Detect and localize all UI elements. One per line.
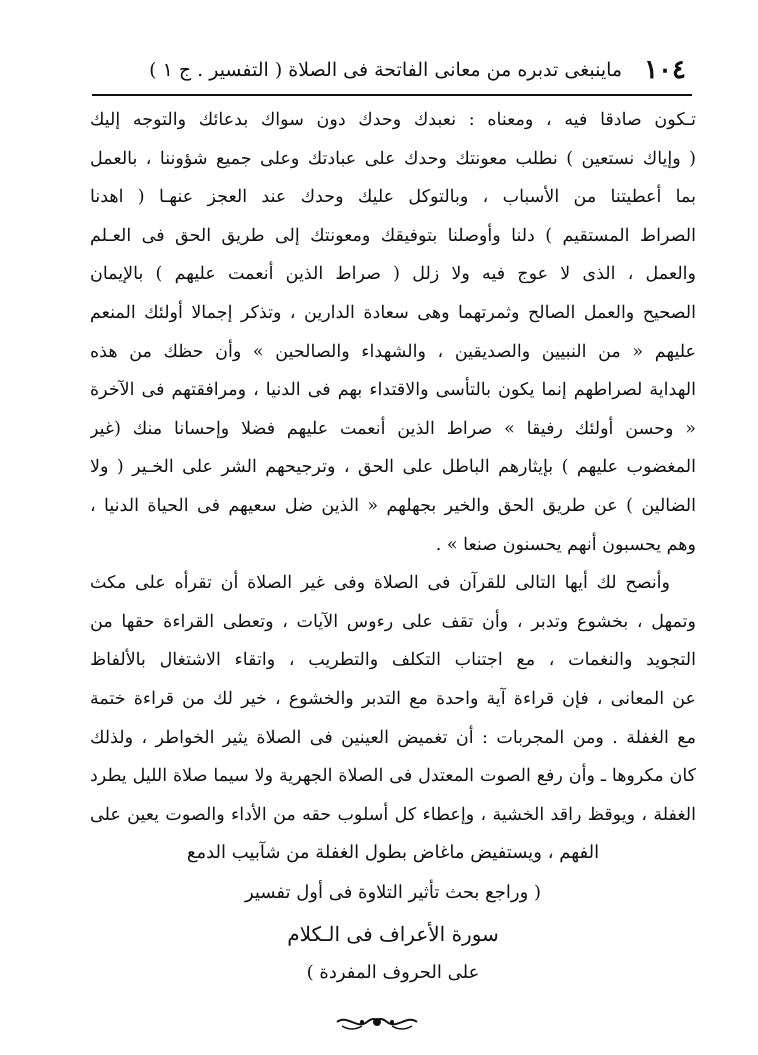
text-line: « وحسن أولئك رفيقا » صراط الذين أنعمت عليهم فضلا وإحسانا منك (غير bbox=[90, 418, 696, 439]
running-title: ماينبغى تدبره من معانى الفاتحة فى الصلاة ( التفسير . ج ١ ) bbox=[149, 59, 623, 81]
text-line: الغفلة ، ويوقظ راقد الخشية ، وإعطاء كل أسلوب حقه من الأداء والصوت يعين على bbox=[90, 804, 696, 825]
end-ornament-icon bbox=[332, 1012, 422, 1032]
text-line: الصراط المستقيم ) دلنا وأوصلنا بتوفيقك ومعونتك إلى طريق الحق فى العـلم bbox=[90, 225, 696, 246]
page-header bbox=[96, 50, 686, 90]
text-line: وتمهل ، بخشوع وتدبر ، وأن تقف على رءوس الآيات ، وتعطى القراءة حقها من bbox=[90, 611, 696, 632]
text-line: وهم يحسبون أنهم يحسنون صنعا » . bbox=[435, 534, 696, 555]
text-line: مع الغفلة . ومن المجربات : أن تغميض العينين فى الصلاة يثير الخواطر ، ولذلك bbox=[90, 727, 696, 748]
text-line: الهداية لصراطهم إنما يكون بالتأسى والاقتداء بهم فى الدنيا ، ومرافقتهم فى الآخرة bbox=[90, 380, 696, 401]
closing-note: على الحروف المفردة ) bbox=[306, 962, 480, 983]
closing-note: ( وراجع بحث تأثير التلاوة فى أول تفسير bbox=[244, 882, 542, 903]
closing-line: الفهم ، ويستفيض ماغاض بطول الغفلة من شآبيب الدمع bbox=[186, 842, 600, 863]
text-line: المغضوب عليهم ) بإيثارهم الباطل على الحق ، وترجيحهم الشر على الخـير ( ولا bbox=[90, 457, 696, 478]
closing-note: سورة الأعراف فى الـكلام bbox=[287, 922, 499, 946]
text-line: بما أعطيتنا من الأسباب ، وبالتوكل عليك وحدك عند العجز عنهـا ( اهدنا bbox=[90, 187, 696, 208]
text-line: التجويد والنغمات ، مع اجتناب التكلف والتطريب ، واتقاء الاشتغال بالألفاظ bbox=[90, 650, 696, 671]
text-line: تـكون صادقا فيه ، ومعناه : نعبدك وحدك دون سواك بدعائك والتوجه إليك bbox=[90, 110, 696, 130]
header-rule bbox=[92, 94, 692, 96]
text-line: الضالين ) عن طريق الحق والخير بجهلهم « الذين ضل سعيهم فى الحياة الدنيا ، bbox=[90, 495, 696, 516]
text-line: الصحيح والعمل الصالح وثمرتهما وهى سعادة الدارين ، وتذكر إجمالا أولئك المنعم bbox=[90, 302, 696, 323]
text-line: ( وإياك نستعين ) نطلب معونتك وحدك على عبادتك وعلى جميع شؤوننا ، بالعمل bbox=[90, 148, 696, 169]
page-number: ١٠٤ bbox=[644, 55, 686, 85]
text-line: عن المعانى ، فإن قراءة آية واحدة مع التدبر والخشوع ، خير لك من قراءة ختمة bbox=[90, 688, 696, 709]
body-text bbox=[90, 101, 696, 834]
text-line: والعمل ، الذى لا عوج فيه ولا زلل ( صراط الذين أنعمت عليهم ) بالإيمان bbox=[90, 264, 696, 285]
text-line: كان مكروها ـ وأن رفع الصوت المعتدل فى الصلاة الجهرية ولا سيما صلاة الليل يطرد bbox=[90, 766, 696, 787]
text-line: عليهم « من النبيين والصديقين ، والشهداء والصالحين » وأن حظك من هذه bbox=[90, 341, 696, 362]
paragraph-start-line: وأنصح لك أيها التالى للقرآن فى الصلاة وفى غير الصلاة أن تقرأه على مكث bbox=[90, 573, 670, 594]
